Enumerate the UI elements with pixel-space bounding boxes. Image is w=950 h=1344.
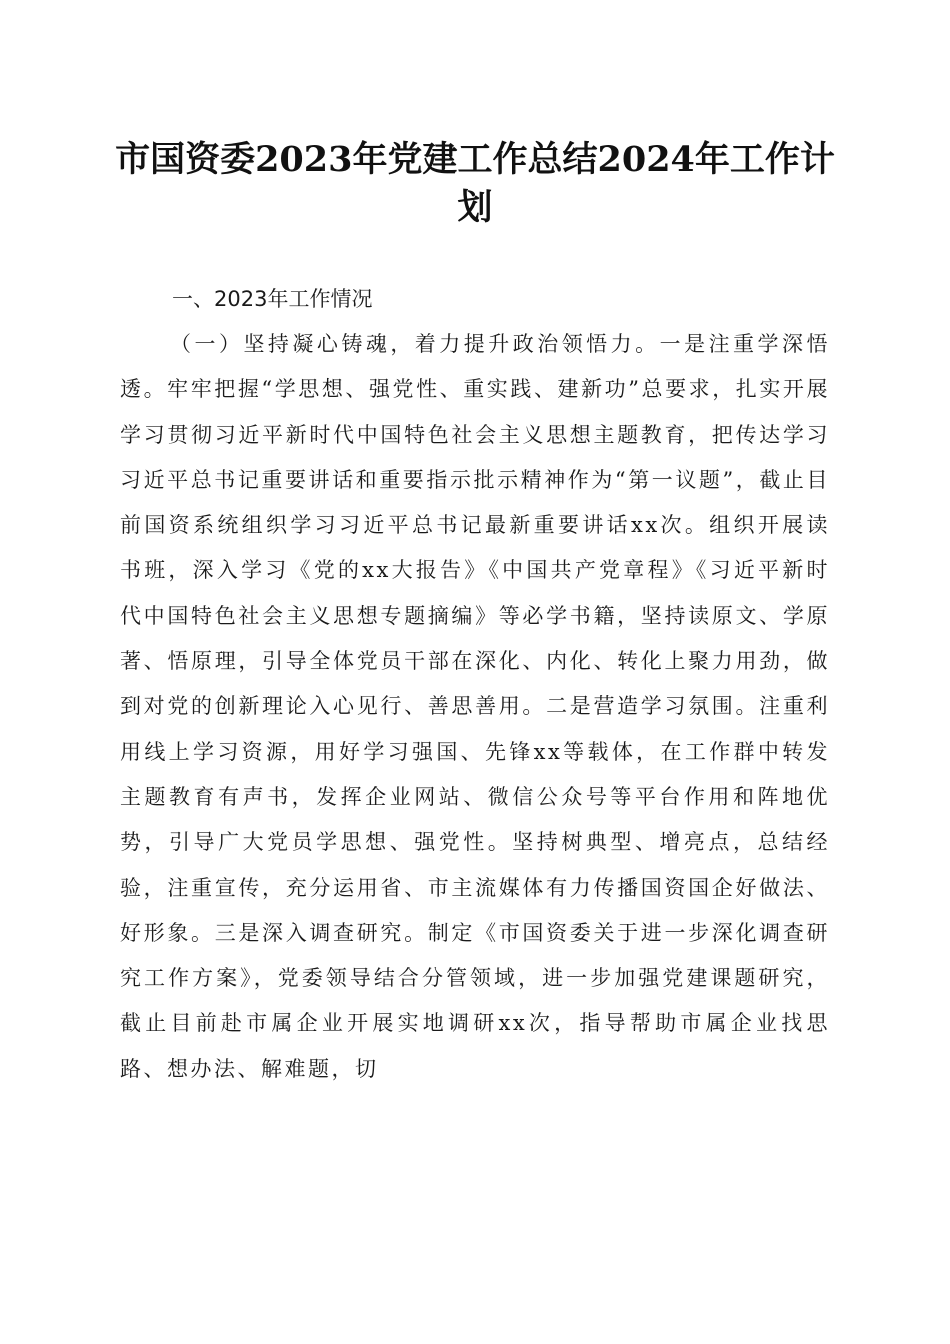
document-title: 市国资委2023年党建工作总结2024年工作计划: [115, 139, 835, 228]
document-body: [120, 282, 830, 1092]
section-heading: 一、2023年工作情况: [172, 287, 373, 311]
body-paragraph: （一）坚持凝心铸魂，着力提升政治领悟力。一是注重学深悟透。牢牢把握“学思想、强党性、重实践、建新功”总要求，扎实开展学习贯彻习近平新时代中国特色社会主义思想主题教育，把传达学习习近平总书记重要讲话和重要指示批示精神作为“第一议题”，截止目前国资系统组织学习习近平总书记最新重要讲话xx次。组织开展读书班，深入学习《党的xx大报告》《中国共产党章程》《习近平新时代中国特色社会主义思想专题摘编》等必学书籍，坚持读原文、学原著、悟原理，引导全体党员干部在深化、内化、转化上聚力用劲，做到对党的创新理论入心见行、善思善用。二是营造学习氛围。注重利用线上学习资源，用好学习强国、先锋xx等载体，在工作群中转发主题教育有声书，发挥企业网站、微信公众号等平台作用和阵地优势，引导广大党员学思想、强党性。坚持树典型、增亮点，总结经验，注重宣传，充分运用省、市主流媒体有力传播国资国企好做法、好形象。三是深入调查研究。制定《市国资委关于进一步深化调查研究工作方案》，党委领导结合分管领域，进一步加强党建课题研究，截止目前赴市属企业开展实地调研xx次，指导帮助市属企业找思路、想办法、解难题，切: [120, 332, 830, 1081]
